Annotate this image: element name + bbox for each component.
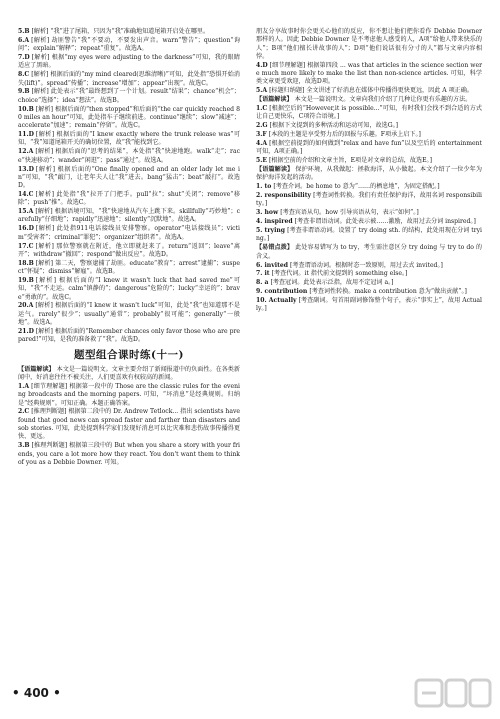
answer-list-left-2 xyxy=(18,366,240,467)
answer-explanation: [解析] 那位警察就在附近，他立即就赶来了。return“返回”；leave“离开”；withdraw“撤回”；respond“做出反应”。故选D。 xyxy=(18,242,240,258)
answer-number: 8. a xyxy=(256,279,269,287)
answer-number: 21.D xyxy=(18,327,34,335)
answer-explanation: [解析] 此处指911电话接线员安排警察。operator“电话接线员”；victim“受害者”；criminal“罪犯”；organizer“组织者”。故选A。 xyxy=(18,225,240,241)
answer-number: 13.D xyxy=(18,165,34,173)
answer-entry xyxy=(18,71,240,88)
answer-explanation: [解析] 根据后面的“思考的结果”，本处指“我”快速地跑。walk“走”；race“快速移动”；wander“闲逛”；pass“通过”。故选A。 xyxy=(18,148,240,164)
answer-number: 15.A xyxy=(18,208,34,216)
section-label: 【易错点拨】 xyxy=(256,244,294,252)
answer-explanation: [解析] 第二天，警察逮捕了劫匪。educate“教育”；arrest“逮捕”；suspect“怀疑”；dismiss“解雇”。故选B。 xyxy=(18,259,240,276)
answer-number: 10.B xyxy=(18,105,34,113)
footer-dot-right: • xyxy=(53,686,61,700)
answer-explanation: [解析] 此处表示“我”最终想到了一个计划。result“结果”；chance“机会”；choice“选择”；idea“想法”。故选B。 xyxy=(18,88,240,104)
answer-number: 5.A xyxy=(256,87,268,95)
answer-explanation: [考查词性转换。make a contribution 意为“做出贡献”。] xyxy=(309,288,467,296)
answer-explanation: [解析] 根据“my eyes were adjusting to the darkness”可知，我的眼睛适应了黑暗。 xyxy=(18,54,240,70)
answer-explanation: [推理判断题] 根据第三段中的 But when you share a story with your friends, you care a lot more how they react. You don't want them to think of you as a Debbie Downer. 可知。 xyxy=(18,442,240,466)
answer-entry xyxy=(256,244,482,261)
answer-entry xyxy=(18,54,240,71)
page-number xyxy=(12,686,61,700)
answer-entry xyxy=(18,302,240,327)
answer-number: 5.E xyxy=(256,157,268,165)
answer-entry xyxy=(256,157,482,165)
section-label: 【语篇解读】 xyxy=(256,166,294,174)
answer-number: 1.C xyxy=(256,105,268,113)
answer-explanation: [考查谓语动词。根据时态一致原则，用过去式 invited。] xyxy=(290,261,443,269)
answer-explanation: [推理判断题] 根据第二段中的 Dr. Andrew Tetlock... 指出 scientists have found that good news can spread faster and farther than disasters and sob stories. 可知，此处提到科学家们发现好消息可以比灾难和悲伤故事传播得更快、更远。 xyxy=(18,408,240,441)
answer-entry xyxy=(256,183,482,191)
answer-number: 3.F xyxy=(256,131,267,139)
answer-number: 19.B xyxy=(18,276,34,284)
answer-number: 1. to xyxy=(256,183,272,191)
answer-entry xyxy=(18,148,240,165)
answer-explanation: [根据下文提到的多种活动和运动可知，故选G。] xyxy=(269,122,399,130)
answer-entry xyxy=(256,297,482,314)
answer-explanation: [标题归纳题] 全文讲述了好消息在媒体中传播得更快更远，因此 A 项正确。 xyxy=(269,87,473,95)
answer-entry xyxy=(18,131,240,148)
answer-entry xyxy=(256,192,482,209)
answer-number: 5. trying xyxy=(256,227,286,235)
answer-entry xyxy=(18,28,240,36)
answer-entry xyxy=(256,218,482,226)
answer-explanation: [本段的主题是享受努力后的回报与乐趣。F项承上启下。] xyxy=(268,131,421,139)
answer-explanation: [解析] “我”进了尾箱，只因为“我”准确地知道尾箱开启处在哪里。 xyxy=(31,28,210,35)
answer-entry xyxy=(18,383,240,408)
answer-number: 4.A xyxy=(256,140,268,148)
section-title: 题型组合课时练(十一) xyxy=(74,349,184,362)
answer-entry xyxy=(18,208,240,225)
answer-entry xyxy=(18,260,240,277)
answer-explanation: [解析] 劫匪警告“我”不要动，不要发出声音。warn“警告”；question“询问”；explain“解释”；repeat“重复”。故选A。 xyxy=(18,36,240,53)
answer-number: 4.D xyxy=(256,61,268,69)
answer-number: 2. responsibility xyxy=(256,192,312,200)
answer-explanation: 保护环境，从我做起：拯救海洋，从小做起。本文介绍了一位少年为保护海洋发起的活动。 xyxy=(256,166,483,182)
answer-number: 2.C xyxy=(18,408,30,416)
answer-number: 4. inspired xyxy=(256,218,293,226)
answer-entry xyxy=(256,87,482,95)
answer-entry xyxy=(256,209,482,217)
answer-number: 3.B xyxy=(18,442,30,450)
answer-number: 6.A xyxy=(18,36,30,44)
answer-explanation: [解析] 根据后面的“I knew exactly where the trunk release was”可知，“我”知道尾箱开关的确切位置，故“我”能找到它。 xyxy=(18,131,240,147)
answer-number: 18.B xyxy=(18,259,34,267)
answer-explanation: 本文是一篇说明文。文章主要介绍了新闻报道中的负面性。在各类新闻中，好消息往往不被关注，人们更喜欢有权较高的新闻。 xyxy=(18,365,241,382)
answer-explanation: [解析] 根据后面的“One finally opened and an older lady let me in”可知，“我”敲门，让老年夫人让“我”进去。bang“猛击”；beat“敲打”。故选D。 xyxy=(18,165,240,190)
answer-entry xyxy=(256,131,482,139)
answer-entry xyxy=(18,328,240,345)
answer-entry xyxy=(18,277,240,302)
answer-number: 12.A xyxy=(18,148,34,156)
answer-entry xyxy=(256,262,482,270)
answer-entry xyxy=(18,37,240,54)
answer-explanation: 朋友分享故事时你会更关心他们的反应，你不想让他们把你看作 Debbie Downer 那样的人。因此 Debbie Downer 是不考虑他人感受的人，A项“给他人带来快乐的人”；B项“他们擅长讲故事的人”；D项“他们说话很有分寸的人”都与文章内容相悖。 xyxy=(256,28,482,60)
answer-explanation: [根据空后的“However,it is possible...”可知，有时我们会找不到合适的方式让自己更快乐，C项符合语境。] xyxy=(256,105,482,121)
answer-number: 20.A xyxy=(18,302,34,310)
answer-explanation: 本文是一篇说明文。文章向我们介绍了几种让你更有乐趣的方法。 xyxy=(294,96,472,104)
answer-explanation: [考查非谓语动词。设置了 try doing sth. 的结构，此处用现在分词 trying。] xyxy=(256,227,482,243)
answer-number: 7. it xyxy=(256,270,270,278)
answer-explanation: [解析] 此处指“我”拉开了门把手。pull“拉”；shut“关闭”；remove“移除”；push“推”。故选C。 xyxy=(18,190,240,207)
answer-explanation: [解析] 根据后面的“Remember chances only favor those who are prepared!”可知，是我的准备救了“我”。故选D。 xyxy=(18,327,240,344)
answer-number: 7.D xyxy=(18,54,30,62)
answer-explanation: [考查冠词。此处表示泛指，故用不定冠词 a。] xyxy=(270,279,394,287)
answer-entry xyxy=(256,62,482,87)
right-column xyxy=(256,28,482,314)
answer-list-left xyxy=(18,28,240,344)
answer-entry xyxy=(18,243,240,260)
answer-entry xyxy=(18,191,240,208)
answer-entry xyxy=(256,288,482,296)
answer-number: 14.C xyxy=(18,190,34,198)
answer-explanation: [细节理解题] 根据第四段 ... was that articles in the science section were much more likely to make the list than non-science articles. 可知，科学类文章更受欢迎，故选D项。 xyxy=(256,61,482,86)
answer-entry xyxy=(256,227,482,244)
answer-explanation: [解析] 根据后面的“I knew it wasn't luck”可知，此处“我”也知道那不是运气。rarely“很少”；usually“通常”；probably“很可能”；generally“一般地”。故选A。 xyxy=(18,302,240,326)
answer-entry xyxy=(256,96,482,104)
answer-number: 17.C xyxy=(18,242,34,250)
answer-number: 2.G xyxy=(256,122,268,130)
answer-number: 5.B xyxy=(18,28,30,35)
page-number-value: 400 xyxy=(23,686,49,700)
answer-explanation: [解析] 根据后面的“then stopped”和后面的“the car quickly reached 80 miles an hour”可知，此处指车子继续前进。continue“继续”；slow“减速”；accelerate“加速”；remain“停留”。故选C。 xyxy=(18,105,240,130)
answer-list-right xyxy=(256,28,482,314)
answer-entry xyxy=(256,122,482,130)
answer-explanation: [根据空前的介绍和文章主旨，E项是对文章的总结，故选E。] xyxy=(269,157,432,165)
answer-entry xyxy=(18,225,240,242)
answer-entry xyxy=(256,279,482,287)
section-label: 【语篇解读】 xyxy=(18,365,55,373)
watermark-logo-icon xyxy=(414,676,492,714)
answer-explanation: [解析] 根据后面的“I knew it wasn't luck that had saved me”可知，“我”不走运。calm“镇静的”；dangerous“危险的”；lucky“幸运的”；brave“勇敢的”。故选C。 xyxy=(18,276,240,301)
answer-number: 1.A xyxy=(18,382,30,390)
answer-entry xyxy=(256,140,482,157)
answer-entry xyxy=(256,166,482,183)
answer-explanation: [考查宾语从句。how 引导宾语从句，表示“如何”。] xyxy=(280,209,419,217)
answer-entry xyxy=(18,366,240,383)
answer-explanation: [考查介词。be home to 意为“……的栖息地”，为固定搭配。] xyxy=(273,183,440,191)
answer-explanation: [考查非谓语动词。此处表示被……激励，故用过去分词 inspired。] xyxy=(294,218,476,226)
answer-explanation: [细节理解题] 根据第一段中的 Those are the classic rules for the evening broadcasts and the morning papers. 可知，“坏消息”是经典规则。归纳是“经典规则”。可知正确。本题正确答案。 xyxy=(18,382,240,407)
answer-explanation: [考查词性转换。我们有责任保护海洋，故用名词 responsibility。] xyxy=(256,192,482,208)
answer-entry xyxy=(18,166,240,191)
answer-number: 9.B xyxy=(18,88,30,96)
answer-entry xyxy=(256,105,482,122)
answer-entry xyxy=(256,28,482,61)
answer-number: 16.D xyxy=(18,225,34,233)
footer-dot-left: • xyxy=(12,686,20,700)
answer-explanation: [解析] 根据后面的“my mind cleared(思维清晰)”可知，此处指“恐惧开始消失(lift)”。spread“传播”；increase“增加”；appear“出现”。故选C。 xyxy=(18,71,240,87)
answer-entry xyxy=(18,442,240,467)
answer-number: 3. how xyxy=(256,209,279,217)
answer-number: 11.D xyxy=(18,131,34,139)
answer-explanation: [根据空前提到的如何做到“relax and have fun”以及空后的 entertainment 可知，A项正确。] xyxy=(256,140,482,156)
answer-number: 6. invited xyxy=(256,261,289,269)
section-label: 【语篇解读】 xyxy=(256,96,293,104)
answer-entry xyxy=(256,270,482,278)
answer-number: 8.C xyxy=(18,71,30,79)
answer-explanation: 此处容易错写为 to try，考生需注意区分 try doing 与 try to do 的含义。 xyxy=(256,244,483,260)
answer-explanation: [解析] 根据语境可知，“我”快速地从汽车上跳下来。skillfully“巧妙地”；carefully“仔细地”；rapidly“迅速地”；silently“沉默地”。故选A。 xyxy=(18,208,240,224)
answer-explanation: [考查代词。it 指代前文提到的 something else。] xyxy=(271,270,408,278)
answer-number: 9. contribution xyxy=(256,288,308,296)
answer-entry xyxy=(18,408,240,441)
answer-entry xyxy=(18,88,240,105)
answer-entry xyxy=(18,106,240,131)
answer-number: 10. Actually xyxy=(256,297,297,305)
answer-explanation: [考查副词。句首用副词修饰整个句子，表示“事实上”，故用 Actually。] xyxy=(256,297,482,313)
left-column xyxy=(18,28,240,468)
